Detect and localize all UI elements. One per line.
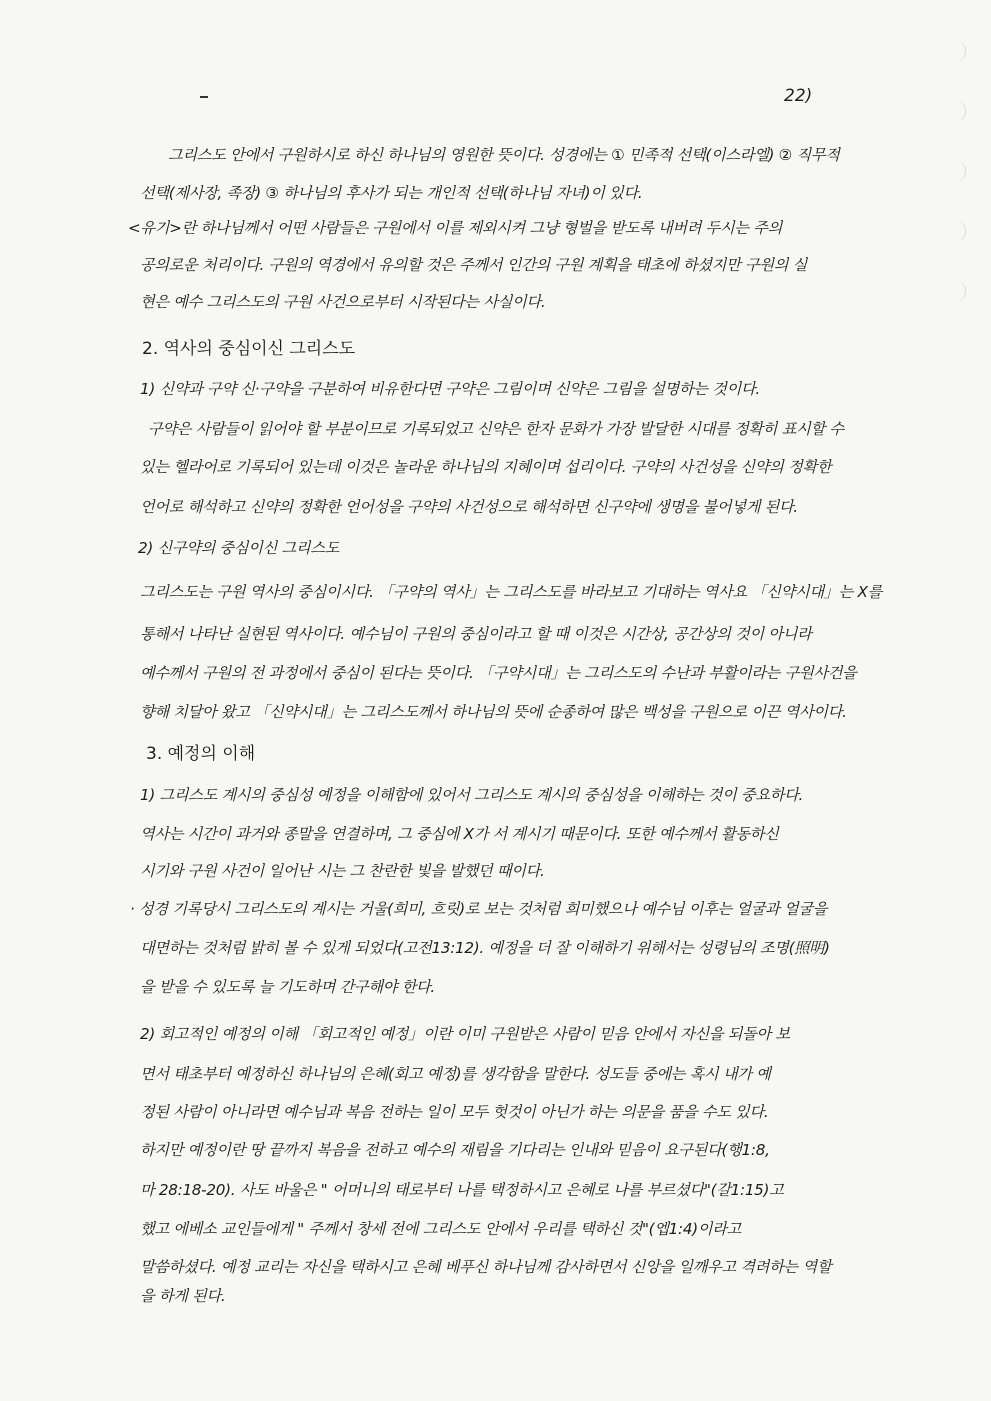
text-line: 선택(제사장, 족장) ③ 하나님의 후사가 되는 개인적 선택(하나님 자녀)이 있다. bbox=[140, 184, 643, 202]
text-line: 그리스도는 구원 역사의 중심이시다. 「구약의 역사」는 그리스도를 바라보고 기대하는 역사요 「신약시대」는 X를 bbox=[140, 583, 882, 601]
text-line: 2) 회고적인 예정의 이해 「회고적인 예정」이란 이미 구원받은 사람이 믿음 안에서 자신을 되돌아 보 bbox=[140, 1025, 790, 1043]
page-number: 22) bbox=[784, 86, 813, 106]
text-line: 언어로 해석하고 신약의 정확한 언어성을 구약의 사건성으로 해석하면 신구약에 생명을 불어넣게 된다. bbox=[140, 498, 798, 516]
text-line: 역사는 시간이 과거와 종말을 연결하며, 그 중심에 X가 서 계시기 때문이다. 또한 예수께서 활동하신 bbox=[140, 825, 779, 843]
text-line: 있는 헬라어로 기록되어 있는데 이것은 놀라운 하나님의 지혜이며 섭리이다. 구약의 사건성을 신약의 정확한 bbox=[140, 458, 832, 476]
stray-mark bbox=[200, 96, 208, 98]
text-line: 통해서 나타난 실현된 역사이다. 예수님이 구원의 중심이라고 할 때 이것은 시간상, 공간상의 것이 아니라 bbox=[140, 625, 812, 643]
text-line: 향해 치달아 왔고 「신약시대」는 그리스도께서 하나님의 뜻에 순종하여 많은 백성을 구원으로 이끈 역사이다. bbox=[140, 703, 847, 721]
punch-hole-marks bbox=[951, 40, 973, 340]
text-line: 1) 신약과 구약 신·구약을 구분하여 비유한다면 구약은 그림이며 신약은 그림을 설명하는 것이다. bbox=[140, 380, 760, 398]
text-line: 했고 에베소 교인들에게 " 주께서 창세 전에 그리스도 안에서 우리를 택하신 것"(엡1:4)이라고 bbox=[140, 1220, 741, 1238]
text-line: 마 28:18-20). 사도 바울은 " 어머니의 태로부터 나를 택정하시고 은혜로 나를 부르셨다"(갈1:15)고 bbox=[140, 1181, 784, 1199]
section-heading: 3. 예정의 이해 bbox=[146, 744, 256, 764]
text-line: 1) 그리스도 계시의 중심성 예정을 이해함에 있어서 그리스도 계시의 중심성을 이해하는 것이 중요하다. bbox=[140, 786, 804, 804]
text-line: 그리스도 안에서 구원하시로 하신 하나님의 영원한 뜻이다. 성경에는 ① 민족적 선택(이스라엘) ② 직무적 bbox=[168, 146, 840, 164]
text-line: 정된 사람이 아니라면 예수님과 복음 전하는 일이 모두 헛것이 아닌가 하는 의문을 품을 수도 있다. bbox=[140, 1103, 769, 1121]
text-line: 하지만 예정이란 땅 끝까지 복음을 전하고 예수의 재림을 기다리는 인내와 믿음이 요구된다(행1:8, bbox=[140, 1141, 770, 1159]
text-line: 공의로운 처리이다. 구원의 역경에서 유의할 것은 주께서 인간의 구원 계획을 태초에 하셨지만 구원의 실 bbox=[140, 256, 807, 274]
text-line: 구약은 사람들이 읽어야 할 부분이므로 기록되었고 신약은 한자 문화가 가장 발달한 시대를 정확히 표시할 수 bbox=[148, 420, 844, 438]
text-line: 예수께서 구원의 전 과정에서 중심이 된다는 뜻이다. 「구약시대」는 그리스도의 수난과 부활이라는 구원사건을 bbox=[140, 664, 857, 682]
text-line: <유기>란 하나님께서 어떤 사람들은 구원에서 이를 제외시켜 그냥 형벌을 받도록 내버려 두시는 주의 bbox=[128, 219, 783, 237]
text-line: 을 하게 된다. bbox=[140, 1287, 226, 1305]
text-line: 현은 예수 그리스도의 구원 사건으로부터 시작된다는 사실이다. bbox=[140, 293, 546, 311]
subsection-heading: 2) 신구약의 중심이신 그리스도 bbox=[138, 539, 340, 557]
section-heading: 2. 역사의 중심이신 그리스도 bbox=[142, 339, 356, 359]
text-line: 말씀하셨다. 예정 교리는 자신을 택하시고 은혜 베푸신 하나님께 감사하면서 신앙을 일깨우고 격려하는 역할 bbox=[140, 1258, 832, 1276]
text-line: 대면하는 것처럼 밝히 볼 수 있게 되었다(고전13:12). 예정을 더 잘 이해하기 위해서는 성령님의 조명(照明) bbox=[140, 939, 830, 957]
text-line: 시기와 구원 사건이 일어난 시는 그 찬란한 빛을 발했던 때이다. bbox=[140, 862, 545, 880]
text-line: 면서 태초부터 예정하신 하나님의 은혜(회고 예정)를 생각함을 말한다. 성도들 중에는 혹시 내가 예 bbox=[140, 1065, 771, 1083]
text-line: 을 받을 수 있도록 늘 기도하며 간구해야 한다. bbox=[140, 978, 435, 996]
text-line: · 성경 기록당시 그리스도의 계시는 거울(희미, 흐릿)로 보는 것처럼 희미했으나 예수님 이후는 얼굴과 얼굴을 bbox=[130, 900, 828, 918]
